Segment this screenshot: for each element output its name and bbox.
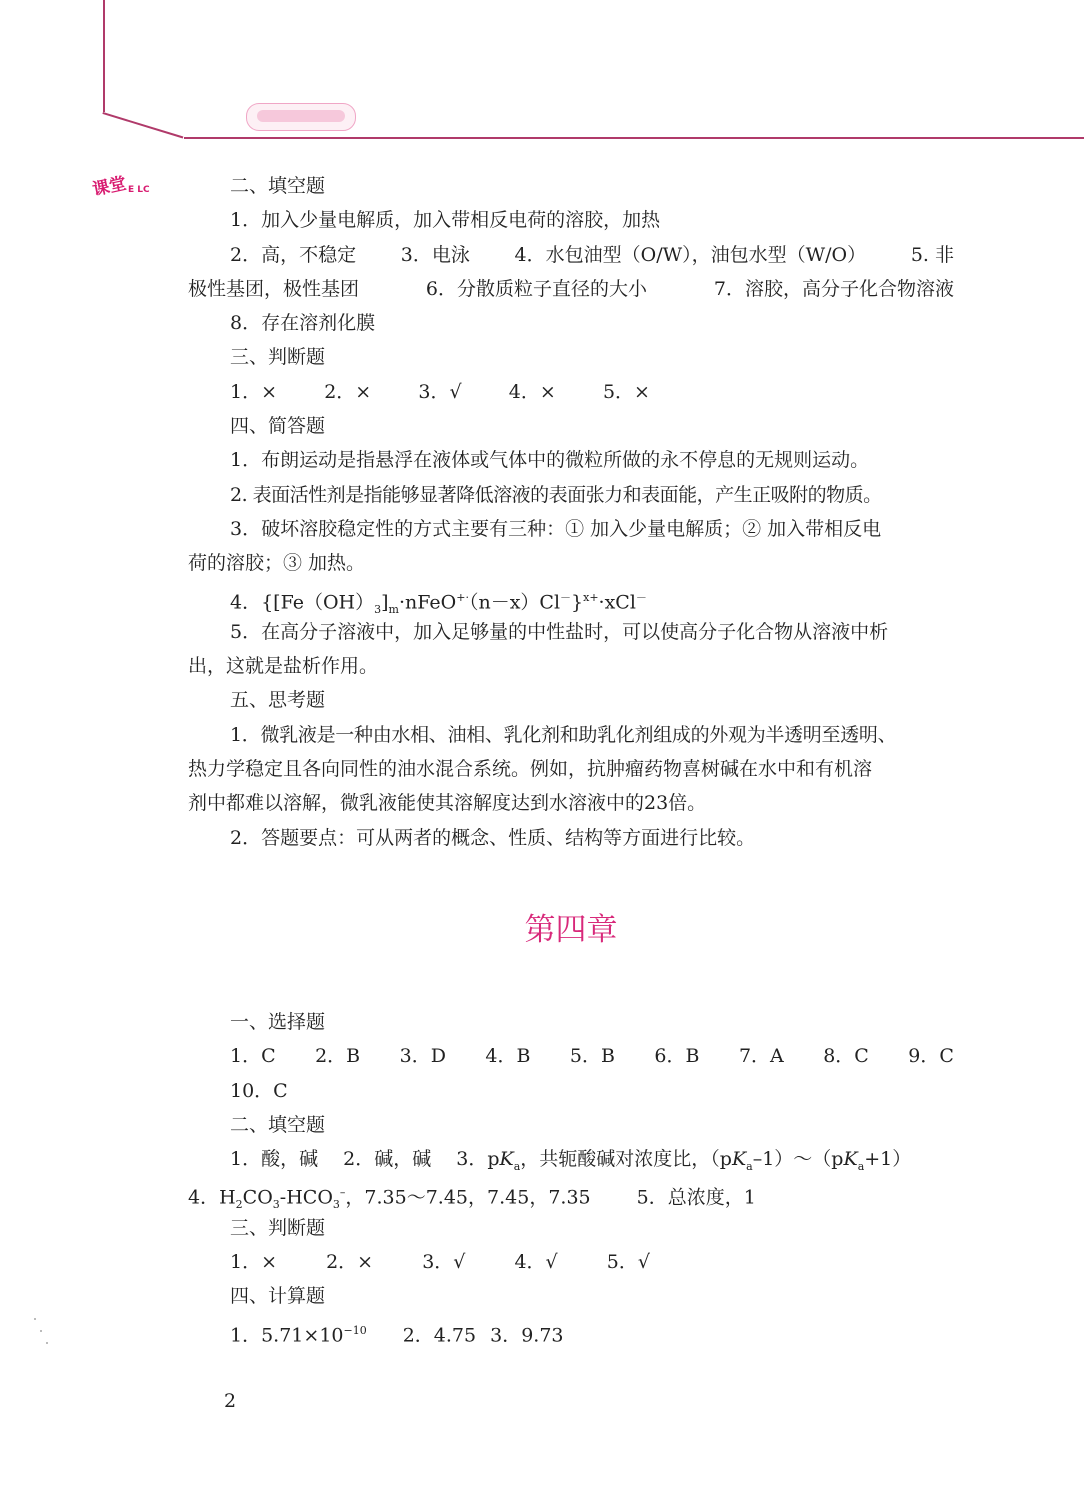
symbol-k: K bbox=[731, 1148, 747, 1171]
answer-item: 2．× bbox=[324, 380, 372, 403]
answer-item: 9．C bbox=[908, 1045, 954, 1068]
answer-item: 5．× bbox=[602, 380, 650, 403]
formula-sub: m bbox=[388, 602, 399, 616]
answer-line: 1．加入少量电解质，加入带相反电荷的溶胶，加热 bbox=[230, 209, 661, 232]
side-logo-subtext: E LC bbox=[128, 185, 150, 195]
answer-line: 5．在高分子溶液中，加入足够量的中性盐时，可以使高分子化合物从溶液中析 bbox=[230, 620, 889, 643]
text-part: 5．总浓度，1 bbox=[636, 1186, 756, 1209]
text-part: 2．4.75 bbox=[402, 1323, 477, 1346]
answer-item: 4．B bbox=[485, 1045, 531, 1068]
answer-line bbox=[188, 238, 954, 272]
side-logo-text: 课堂 bbox=[90, 173, 129, 201]
answer-line bbox=[188, 375, 650, 409]
section-heading: 四、计算题 bbox=[230, 1285, 326, 1308]
answer-item: 6．分散质粒子直径的大小 bbox=[425, 277, 647, 300]
text-part: ，7.35～7.45，7.45，7.35 bbox=[345, 1186, 591, 1209]
scan-speck bbox=[40, 1330, 42, 1332]
text-part: CO bbox=[242, 1186, 273, 1209]
formula-sup: – bbox=[339, 1186, 346, 1200]
scan-speck bbox=[46, 1342, 48, 1344]
formula-line bbox=[188, 581, 954, 615]
answer-item: 3．√ bbox=[418, 380, 462, 403]
page-content bbox=[188, 169, 954, 1348]
formula-sup: － bbox=[635, 590, 647, 604]
text-part: –1）～（p bbox=[752, 1148, 844, 1171]
text-part: +1） bbox=[864, 1148, 912, 1171]
section-heading: 五、思考题 bbox=[230, 689, 326, 712]
answer-line: 1．布朗运动是指悬浮在液体或气体中的微粒所做的永不停息的无规则运动。 bbox=[230, 449, 870, 472]
exponent: −10 bbox=[343, 1323, 367, 1337]
answer-line: 荷的溶胶；③ 加热。 bbox=[188, 552, 366, 575]
text-part: -HCO bbox=[279, 1186, 333, 1209]
answer-item: 5．B bbox=[569, 1045, 615, 1068]
answer-line bbox=[188, 272, 954, 306]
section-heading: 三、判断题 bbox=[230, 346, 326, 369]
section-heading: 三、判断题 bbox=[230, 1216, 326, 1239]
answer-item: 2．B bbox=[315, 1045, 361, 1068]
text-part: 1．5.71×10 bbox=[230, 1323, 344, 1346]
chapter-title: 第四章 bbox=[524, 911, 618, 948]
section-heading: 四、简答题 bbox=[230, 415, 326, 438]
answer-line bbox=[188, 1245, 650, 1279]
text-part: 3．9.73 bbox=[490, 1323, 564, 1346]
header-badge-fill bbox=[257, 110, 345, 122]
section-heading: 二、填空题 bbox=[230, 175, 326, 197]
symbol-sub: a bbox=[513, 1159, 521, 1173]
answer-item: 7．溶胶，高分子化合物溶液 bbox=[713, 277, 954, 300]
page-number: 2 bbox=[224, 1390, 237, 1412]
answer-line: 1．微乳液是一种由水相、油相、乳化剂和助乳化剂组成的外观为半透明至透明、 bbox=[230, 723, 897, 746]
answer-item: 5. 非 bbox=[910, 243, 954, 266]
answer-item: 2．× bbox=[326, 1251, 374, 1274]
answer-item: 1．× bbox=[230, 380, 278, 403]
answer-line: 剂中都难以溶解，微乳液能使其溶解度达到水溶液中的23倍。 bbox=[188, 792, 707, 815]
answer-item: 3．D bbox=[399, 1045, 446, 1068]
answer-item: 5．√ bbox=[606, 1251, 650, 1274]
formula-sup: +· bbox=[456, 590, 469, 604]
formula-sup: x+ bbox=[583, 590, 599, 604]
formula-part: ·xCl bbox=[598, 590, 636, 613]
answer-line bbox=[188, 1314, 954, 1348]
answer-line: 10．C bbox=[230, 1079, 288, 1102]
text-part: 1．酸，碱 2．碱，碱 3．p bbox=[230, 1148, 500, 1171]
answer-item: 2．高，不稳定 bbox=[230, 243, 357, 266]
section-heading: 一、选择题 bbox=[230, 1010, 326, 1033]
answer-line bbox=[188, 1142, 954, 1176]
header-frame-diagonal bbox=[102, 112, 183, 138]
formula-sub: 3 bbox=[374, 602, 382, 616]
answer-item: 8．C bbox=[823, 1045, 869, 1068]
answer-item: 4．× bbox=[508, 380, 556, 403]
answer-item: 3．电泳 bbox=[400, 243, 470, 266]
text-part: 4．H bbox=[188, 1186, 236, 1209]
side-logo bbox=[90, 172, 150, 201]
formula-sub: 3 bbox=[332, 1198, 340, 1212]
answer-item: 1．× bbox=[230, 1251, 278, 1274]
answer-line: 2．答题要点：可从两者的概念、性质、结构等方面进行比较。 bbox=[230, 826, 756, 849]
formula-part: ] bbox=[381, 590, 389, 613]
section-heading: 二、填空题 bbox=[230, 1113, 326, 1136]
answer-line: 2. 表面活性剂是指能够显著降低溶液的表面张力和表面能，产生正吸附的物质。 bbox=[230, 483, 882, 506]
formula-part: } bbox=[571, 590, 584, 613]
formula-part: ·nFeO bbox=[398, 590, 457, 613]
answer-item: 极性基团，极性基团 bbox=[188, 277, 360, 300]
answer-item: 1．C bbox=[230, 1045, 276, 1068]
formula-part: 4．{[Fe（OH） bbox=[230, 590, 375, 613]
answer-item: 6．B bbox=[654, 1045, 700, 1068]
text-part: ，共轭酸碱对浓度比，（p bbox=[520, 1148, 732, 1171]
answer-item: 4．水包油型（O/W），油包水型（W/O） bbox=[514, 243, 867, 266]
answer-line: 热力学稳定且各向同性的油水混合系统。例如，抗肿瘤药物喜树碱在水中和有机溶 bbox=[188, 758, 873, 781]
answer-item: 4．√ bbox=[514, 1251, 558, 1274]
formula-sup: － bbox=[560, 590, 572, 604]
answer-line: 出，这就是盐析作用。 bbox=[188, 655, 379, 678]
symbol-k: K bbox=[843, 1148, 858, 1171]
symbol-k: K bbox=[499, 1148, 514, 1171]
header-frame-rule bbox=[184, 137, 1084, 139]
answer-line bbox=[188, 1176, 954, 1210]
header-frame-vertical bbox=[103, 0, 105, 112]
answer-line bbox=[188, 1039, 954, 1073]
answer-item: 3．√ bbox=[422, 1251, 466, 1274]
formula-part: （n－x）Cl bbox=[468, 590, 561, 613]
answer-line: 3．破坏溶胶稳定性的方式主要有三种：① 加入少量电解质；② 加入带相反电 bbox=[230, 517, 882, 540]
formula-sub: 3 bbox=[272, 1198, 280, 1212]
symbol-sub: a bbox=[746, 1159, 753, 1173]
formula-sub: 2 bbox=[235, 1198, 243, 1212]
answer-line: 8．存在溶剂化膜 bbox=[230, 312, 376, 335]
scan-speck bbox=[34, 1318, 36, 1320]
header-badge bbox=[246, 103, 356, 131]
symbol-sub: a bbox=[857, 1159, 865, 1173]
answer-item: 7．A bbox=[738, 1045, 784, 1068]
